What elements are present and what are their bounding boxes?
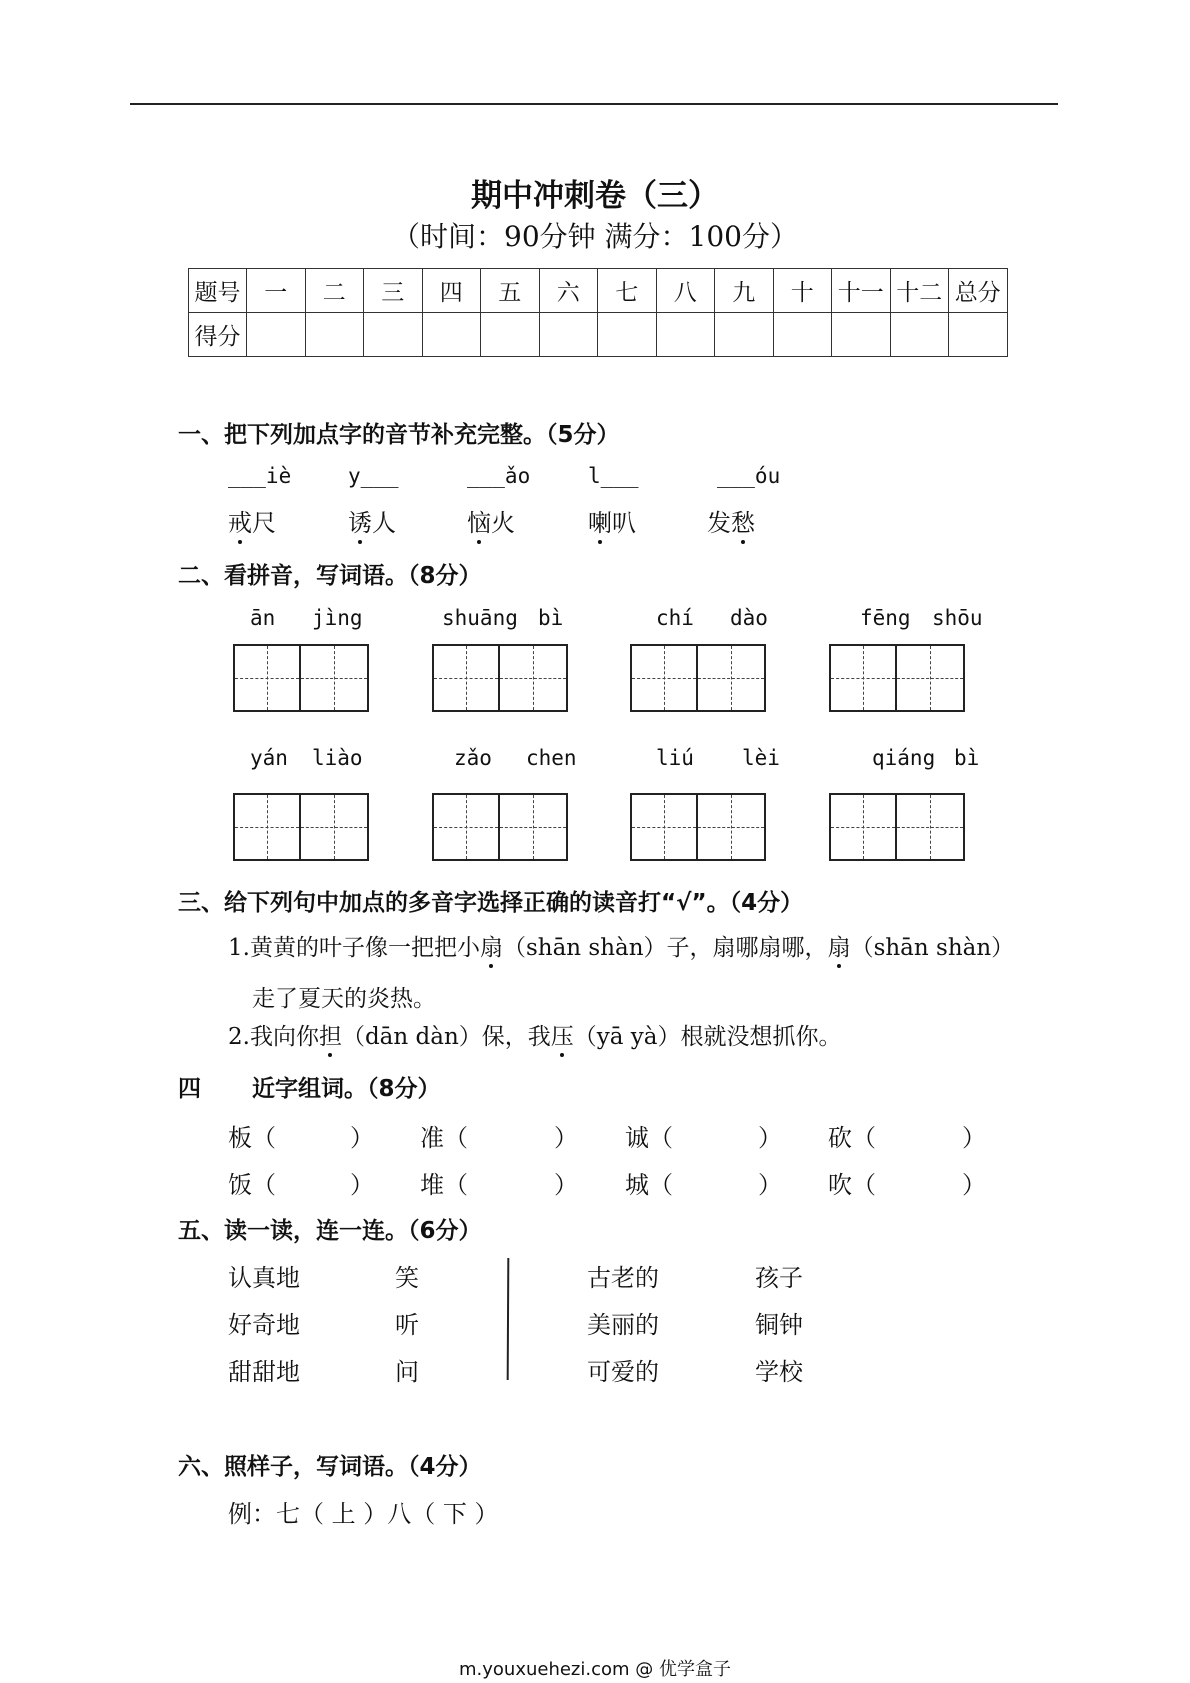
column-divider: [507, 1258, 510, 1380]
writing-grid[interactable]: [829, 644, 965, 712]
writing-grid[interactable]: [630, 644, 766, 712]
pinyin-syllable: bì: [538, 606, 564, 630]
pinyin-blank[interactable]: ___ǎo: [467, 464, 531, 488]
score-input-cell[interactable]: [890, 313, 949, 357]
writing-grid[interactable]: [432, 793, 568, 861]
sentence-text[interactable]: （shān shàn）子，扇哪扇哪，: [502, 935, 828, 961]
table-cell: 七: [598, 269, 657, 313]
pinyin-syllable: qiáng: [872, 746, 936, 770]
dotted-char: 担: [319, 1018, 342, 1051]
match-item[interactable]: 好奇地: [228, 1311, 300, 1339]
pinyin-syllable: shōu: [932, 606, 983, 630]
word-blank[interactable]: 城（: [625, 1171, 673, 1199]
table-cell: 得分: [189, 313, 247, 357]
score-input-cell[interactable]: [247, 313, 306, 357]
grid-cell[interactable]: [301, 793, 369, 861]
grid-cell[interactable]: [233, 793, 301, 861]
close-paren: ）: [554, 1171, 578, 1199]
close-paren: ）: [554, 1124, 578, 1152]
writing-grid[interactable]: [233, 644, 369, 712]
match-item[interactable]: 美丽的: [587, 1311, 659, 1339]
dotted-char: 诱: [348, 503, 372, 538]
question-3-1: [228, 929, 1014, 962]
score-input-cell[interactable]: [305, 313, 364, 357]
sentence-text[interactable]: （shān shàn）: [850, 935, 1015, 961]
match-item[interactable]: 古老的: [587, 1264, 659, 1292]
word-blank[interactable]: 砍（: [828, 1124, 876, 1152]
close-paren: ）: [758, 1124, 782, 1152]
pinyin-syllable: yán: [250, 746, 288, 770]
word-char: 尺: [252, 509, 276, 537]
score-input-cell[interactable]: [422, 313, 481, 357]
grid-cell[interactable]: [630, 644, 698, 712]
section-2-heading: 二、看拼音，写词语。（8分）: [178, 563, 482, 589]
question-3-1-cont: 走了夏天的炎热。: [252, 986, 436, 1012]
match-item[interactable]: 认真地: [228, 1264, 300, 1292]
sentence-text: 1.黄黄的叶子像一把把小: [228, 935, 480, 961]
dotted-char: 恼: [467, 503, 491, 538]
pinyin-blank[interactable]: ___óu: [717, 464, 781, 488]
table-cell: 六: [539, 269, 598, 313]
close-paren: ）: [350, 1171, 374, 1199]
grid-cell[interactable]: [829, 793, 897, 861]
table-cell: 五: [481, 269, 540, 313]
close-paren: ）: [758, 1171, 782, 1199]
writing-grid[interactable]: [630, 793, 766, 861]
sentence-text: 2.我向你: [228, 1024, 319, 1050]
score-input-cell[interactable]: [773, 313, 832, 357]
close-paren: ）: [962, 1171, 986, 1199]
pinyin-syllable: fēng: [860, 606, 911, 630]
word-blank[interactable]: 饭（: [228, 1171, 276, 1199]
section-4-heading-num: 四: [178, 1076, 201, 1102]
table-cell: 三: [364, 269, 423, 313]
score-input-cell[interactable]: [539, 313, 598, 357]
score-input-cell[interactable]: [598, 313, 657, 357]
word-char: 发: [707, 509, 731, 537]
table-cell: 题号: [189, 269, 247, 313]
pinyin-syllable: shuāng: [442, 606, 518, 630]
grid-cell[interactable]: [698, 793, 766, 861]
match-item[interactable]: 甜甜地: [228, 1358, 300, 1386]
match-item[interactable]: 学校: [755, 1358, 803, 1386]
word-blank[interactable]: 堆（: [420, 1171, 468, 1199]
score-input-cell[interactable]: [715, 313, 774, 357]
pinyin-syllable: ān: [250, 606, 276, 630]
dotted-char: 压: [551, 1018, 574, 1051]
footer-watermark: m.youxuehezi.com @ 优学盒子: [458, 1659, 731, 1680]
page-title: 期中冲刺卷（三）: [471, 178, 719, 214]
score-table: [188, 268, 1008, 357]
dotted-word: [588, 503, 636, 538]
table-cell: 十一: [832, 269, 891, 313]
grid-cell[interactable]: [301, 644, 369, 712]
section-3-heading: 三、给下列句中加点的多音字选择正确的读音打“√”。（4分）: [178, 890, 804, 916]
word-char: 人: [372, 509, 396, 537]
match-item[interactable]: 孩子: [755, 1264, 803, 1292]
pinyin-syllable: zǎo: [454, 746, 492, 770]
grid-cell[interactable]: [432, 644, 500, 712]
table-cell: 二: [305, 269, 364, 313]
word-blank[interactable]: 准（: [420, 1124, 468, 1152]
sentence-text[interactable]: （yā yà）根就没想抓你。: [573, 1024, 842, 1050]
pinyin-syllable: dào: [730, 606, 768, 630]
match-item[interactable]: 听: [395, 1311, 419, 1339]
score-input-cell[interactable]: [949, 313, 1008, 357]
word-char: 叭: [612, 509, 636, 537]
match-item[interactable]: 笑: [395, 1264, 419, 1292]
score-table-score-row: [189, 313, 1008, 357]
word-blank[interactable]: 板（: [228, 1124, 276, 1152]
pinyin-syllable: lèi: [742, 746, 780, 770]
match-item[interactable]: 可爱的: [587, 1358, 659, 1386]
grid-cell[interactable]: [500, 644, 568, 712]
grid-cell[interactable]: [698, 644, 766, 712]
grid-cell[interactable]: [897, 644, 965, 712]
section-1-heading: 一、把下列加点字的音节补充完整。（5分）: [178, 422, 620, 448]
sentence-text[interactable]: （dān dàn）保，我: [341, 1024, 551, 1050]
pinyin-syllable: liú: [656, 746, 694, 770]
pinyin-blank[interactable]: l___: [588, 464, 639, 488]
top-rule: [130, 103, 1058, 105]
score-input-cell[interactable]: [481, 313, 540, 357]
table-cell: 四: [422, 269, 481, 313]
score-input-cell[interactable]: [364, 313, 423, 357]
dotted-char: 喇: [588, 503, 612, 538]
page-subtitle: （时间：90分钟 满分：100分）: [392, 220, 798, 253]
dotted-char: 愁: [731, 503, 755, 538]
dotted-char: 扇: [480, 929, 503, 962]
pinyin-syllable: chen: [526, 746, 577, 770]
dotted-word: [707, 503, 755, 538]
section-4-heading: 近字组词。（8分）: [252, 1076, 441, 1102]
word-char: 火: [491, 509, 515, 537]
dotted-word: [228, 503, 276, 538]
pinyin-syllable: bì: [954, 746, 980, 770]
score-input-cell[interactable]: [832, 313, 891, 357]
grid-cell[interactable]: [500, 793, 568, 861]
dotted-word: [467, 503, 515, 538]
grid-cell[interactable]: [829, 644, 897, 712]
grid-cell[interactable]: [897, 793, 965, 861]
pinyin-blank[interactable]: ___iè: [228, 464, 292, 488]
score-table-header-row: [189, 269, 1008, 313]
match-item[interactable]: 铜钟: [755, 1311, 803, 1339]
grid-cell[interactable]: [432, 793, 500, 861]
writing-grid[interactable]: [829, 793, 965, 861]
dotted-word: [348, 503, 396, 538]
table-cell: 八: [656, 269, 715, 313]
score-input-cell[interactable]: [656, 313, 715, 357]
grid-cell[interactable]: [233, 644, 301, 712]
match-item[interactable]: 问: [395, 1358, 419, 1386]
example-line: 例：七（ 上 ）八（ 下 ）: [228, 1500, 499, 1528]
table-cell: 九: [715, 269, 774, 313]
table-cell: 十二: [890, 269, 949, 313]
table-cell: 十: [773, 269, 832, 313]
pinyin-syllable: liào: [312, 746, 363, 770]
pinyin-blank[interactable]: y___: [348, 464, 399, 488]
table-cell: 一: [247, 269, 306, 313]
dotted-char: 扇: [828, 929, 851, 962]
close-paren: ）: [962, 1124, 986, 1152]
table-cell: 总分: [949, 269, 1008, 313]
question-3-2: [228, 1018, 842, 1051]
section-6-heading: 六、照样子，写词语。（4分）: [178, 1454, 482, 1480]
writing-grid[interactable]: [233, 793, 369, 861]
section-5-heading: 五、读一读，连一连。（6分）: [178, 1218, 482, 1244]
word-blank[interactable]: 诚（: [625, 1124, 673, 1152]
grid-cell[interactable]: [630, 793, 698, 861]
close-paren: ）: [350, 1124, 374, 1152]
pinyin-syllable: jìng: [312, 606, 363, 630]
word-blank[interactable]: 吹（: [828, 1171, 876, 1199]
pinyin-syllable: chí: [656, 606, 694, 630]
dotted-char: 戒: [228, 503, 252, 538]
writing-grid[interactable]: [432, 644, 568, 712]
